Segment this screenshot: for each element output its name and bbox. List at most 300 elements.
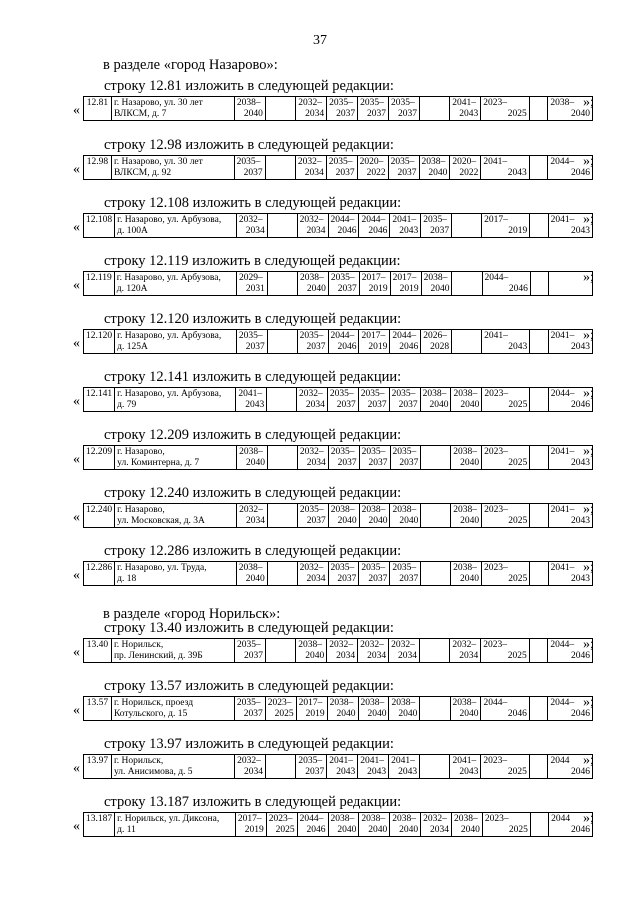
year-start: 2035– [238,331,263,341]
year-start: 2038– [238,563,263,573]
year-end: 2034 [244,766,264,777]
year-end: 2040 [368,824,388,835]
address-line: г. Норильск, ул. Диксона, [117,814,220,824]
year-start: 2044– [550,698,575,708]
year-range-cell [390,504,421,528]
year-end: 2043 [508,341,528,352]
year-start: 2038– [453,563,477,573]
year-end: 2034 [306,457,326,468]
close-quote: »; [583,270,594,285]
year-range-cell [236,214,267,238]
year-range-cell [389,97,420,121]
year-start: 2035– [392,563,417,573]
year-end: 2040 [337,824,357,835]
year-start: 2035– [391,98,415,108]
year-start: 2038– [330,505,355,515]
year-start: 2044– [550,389,575,399]
year-range-cell [482,562,530,586]
close-quote: »; [583,95,594,110]
year-range-cell [451,388,482,412]
year-range-cell [530,214,548,238]
year-end: 2037 [243,167,263,178]
year-start: 2035– [237,640,261,650]
year-range-cell [235,813,266,837]
address-cell [111,697,234,721]
year-range-cell [390,446,421,470]
year-range-cell [265,156,295,180]
address-cell [115,330,237,354]
year-end: 2025 [507,766,527,777]
year-start: 2041– [550,447,575,457]
amendment-heading: строку 12.120 изложить в следующей редакции: [104,311,402,327]
year-range-cell [358,97,389,121]
year-end: 2037 [367,108,386,119]
year-start: 2035– [236,157,261,167]
amendment-heading: строку 12.209 изложить в следующей редакции: [104,427,402,443]
amendment-heading: строку 13.97 изложить в следующей редакции: [104,736,394,752]
open-quote: « [73,162,80,177]
year-start: 2035– [392,447,417,457]
year-end: 2046 [571,167,590,178]
year-start: 2038– [239,447,263,457]
year-start: 2044 [550,756,570,766]
year-range-cell [450,156,481,180]
year-start: 2038– [453,447,477,457]
year-range-cell [530,330,548,354]
row-number-cell [84,446,115,470]
open-quote: « [73,336,80,351]
year-range-cell [530,446,548,470]
row-table [83,271,593,296]
year-range-cell [389,388,420,412]
year-end: 2040 [460,457,480,468]
amendment-heading: строку 12.81 изложить в следующей редакции: [104,78,394,94]
year-end: 2040 [430,283,450,294]
year-start: 2038– [452,698,477,708]
year-end: 2040 [571,108,590,119]
row-number: 12.286 [86,563,113,573]
year-range-cell [297,562,328,586]
amendment-heading: строку 13.57 изложить в следующей редакции: [104,678,394,694]
year-range-cell [327,388,358,412]
year-start: 2017– [237,814,262,824]
year-end: 2037 [430,225,450,236]
row-number-cell [84,755,112,779]
year-end: 2040 [305,650,325,661]
address-cell [111,97,234,121]
year-start: 2041– [452,98,477,108]
year-start: 2038– [299,273,324,283]
row-number-cell [84,813,115,837]
address-line: ВЛКСМ, д. 92 [113,167,172,178]
year-start: 2044– [299,814,324,824]
year-start: 2023– [483,756,508,766]
year-end: 2037 [368,573,388,584]
year-range-cell [452,272,482,296]
year-start: 2038– [329,698,354,708]
address-line: г. Назарово, [117,447,165,457]
year-end: 2046 [571,399,590,410]
year-end: 2040 [460,515,480,526]
year-end: 2040 [367,708,387,719]
year-range-cell [420,697,450,721]
year-start: 2041– [550,563,575,573]
year-start: 2038– [423,273,448,283]
year-start: 2032– [299,563,324,573]
year-range-cell [328,272,359,296]
year-range-cell [389,639,420,663]
year-range-cell [328,446,359,470]
year-end: 2019 [244,824,264,835]
address-line: г. Назарово, ул. 30 лет [113,157,203,167]
year-end: 2046 [571,766,590,777]
amendment-heading: строку 13.187 изложить в следующей редакции: [104,794,402,810]
year-end: 2043 [245,399,265,410]
address-line: пр. Ленинский, д. 39Б [113,650,203,661]
address-line: д. 18 [117,573,137,584]
year-range-cell [327,755,358,779]
row-number: 12.209 [86,447,113,457]
year-end: 2043 [571,457,590,468]
year-end: 2037 [368,457,388,468]
year-start: 2035– [236,698,261,708]
year-start: 2035– [328,157,353,167]
address-line: г. Назарово, ул. Арбузова, [117,215,222,225]
year-range-cell [267,214,297,238]
year-range-cell [530,504,548,528]
row-number: 13.57 [86,698,109,708]
section-heading-norilsk: в разделе «город Норильск»: [103,606,281,622]
open-quote: « [73,510,80,525]
year-end: 2040 [460,824,480,835]
row-number-cell [84,156,112,180]
year-range-cell [327,639,358,663]
amendment-heading: строку 12.141 изложить в следующей редакции: [104,369,402,385]
year-range-cell [389,755,420,779]
year-start: 2017– [484,215,508,225]
address-line: д. 125А [117,341,148,352]
amendment-heading: строку 12.240 изложить в следующей редакции: [104,485,402,501]
year-end: 2046 [507,708,527,719]
open-quote: « [73,452,80,467]
year-start: 2038– [392,505,417,515]
year-end: 2034 [306,225,326,236]
year-range-cell [390,562,421,586]
year-end: 2043 [571,341,590,352]
year-start: 2041– [550,505,575,515]
close-quote: »; [583,386,594,401]
year-range-cell [267,504,297,528]
year-start: 2044– [550,640,575,650]
year-end: 2043 [398,766,418,777]
year-end: 2037 [337,283,357,294]
row-table [83,561,593,586]
year-range-cell [237,446,268,470]
year-start: 2023– [484,505,508,515]
year-range-cell [359,330,390,354]
year-range-cell [530,272,549,296]
row-table [83,696,593,721]
year-start: 2044– [484,273,509,283]
year-end: 2043 [459,766,479,777]
year-start: 2038– [330,814,355,824]
year-range-cell [236,330,267,354]
year-range-cell [234,156,265,180]
open-quote: « [73,645,80,660]
year-end: 2019 [368,283,388,294]
year-end: 2040 [460,573,480,584]
year-end: 2040 [428,167,448,178]
year-start: 2017– [361,331,386,341]
year-start: 2023– [483,98,507,108]
year-end: 2043 [459,108,479,119]
year-start: 2041– [484,331,508,341]
year-range-cell [297,446,328,470]
year-range-cell [529,697,548,721]
row-number: 13.97 [86,756,109,766]
year-start: 2032– [297,157,322,167]
year-end: 2037 [335,167,355,178]
year-end: 2034 [305,108,325,119]
row-table [83,387,593,412]
row-number-cell [84,504,115,528]
address-cell [114,272,236,296]
close-quote: »; [583,502,594,517]
year-end: 2034 [304,167,324,178]
year-start: 2035– [299,505,324,515]
year-end: 2034 [398,650,418,661]
year-range-cell [390,214,421,238]
year-end: 2025 [508,399,528,410]
address-line: ул. Коминтерна, д. 7 [117,457,200,468]
year-range-cell [421,330,452,354]
year-range-cell [358,639,389,663]
year-start: 2032– [299,447,324,457]
year-start: 2041– [392,215,417,225]
row-number: 12.119 [86,273,112,283]
year-end: 2043 [507,167,527,178]
year-range-cell [327,97,358,121]
year-range-cell [452,330,482,354]
address-cell [115,214,237,238]
year-end: 2034 [306,573,326,584]
year-end: 2034 [459,650,479,661]
row-number-cell [84,639,112,663]
open-quote: « [73,220,80,235]
year-start: 2038– [298,640,323,650]
year-start: 2029– [238,273,263,283]
year-range-cell [236,272,267,296]
year-range-cell [237,504,268,528]
address-line: д. 11 [117,824,136,835]
row-number: 12.141 [86,389,113,399]
year-start: 2035– [330,273,355,283]
year-end: 2040 [399,515,419,526]
year-range-cell [529,639,548,663]
year-end: 2034 [305,399,325,410]
year-range-cell [235,755,266,779]
year-range-cell [419,97,449,121]
year-start: 2041– [550,215,575,225]
close-quote: »; [583,637,594,652]
year-range-cell [297,330,328,354]
year-range-cell [234,697,265,721]
year-start: 2032– [360,640,384,650]
year-start: 2038– [453,505,477,515]
year-range-cell [328,330,359,354]
year-end: 2046 [337,341,357,352]
year-start: 2044– [550,157,575,167]
address-line: ул. Московская, д. 3А [117,515,205,526]
address-cell [115,813,236,837]
year-end: 2037 [305,766,325,777]
year-range-cell [359,813,390,837]
year-range-cell [529,97,548,121]
year-range-cell [357,156,388,180]
year-start: 2035– [329,98,353,108]
year-start: 2035– [329,389,354,399]
year-range-cell [266,813,297,837]
year-range-cell [359,214,390,238]
year-end: 2031 [245,283,265,294]
year-end: 2040 [398,708,418,719]
amendment-heading: строку 13.40 изложить в следующей редакции: [104,620,394,636]
year-range-cell [295,156,326,180]
amendment-heading: строку 12.286 изложить в следующей редакции: [104,543,402,559]
year-range-cell [450,97,481,121]
year-start: 2044– [483,698,508,708]
year-end: 2046 [508,283,528,294]
year-end: 2040 [429,399,449,410]
year-start: 2044 [551,814,571,824]
year-start: 2032– [391,640,415,650]
year-range-cell [359,504,390,528]
close-quote: »; [583,811,594,826]
year-end: 2025 [508,824,528,835]
row-table [83,213,593,238]
year-end: 2040 [399,824,419,835]
year-range-cell [482,446,530,470]
year-start: 2032– [299,215,324,225]
address-line: г. Норильск, [113,756,164,766]
year-range-cell [267,446,297,470]
row-number: 12.240 [86,505,113,515]
year-range-cell [482,272,530,296]
address-line: д. 79 [117,399,137,410]
year-end: 2019 [368,341,388,352]
year-start: 2038– [360,698,385,708]
year-range-cell [358,755,389,779]
year-range-cell [530,813,548,837]
year-range-cell [389,697,420,721]
open-quote: « [73,278,80,293]
year-end: 2037 [336,108,356,119]
address-line: г. Назарово, ул. Арбузова, [117,331,222,341]
address-cell [115,388,236,412]
year-range-cell [297,504,328,528]
year-end: 2040 [368,515,388,526]
year-end: 2037 [336,399,356,410]
year-end: 2040 [306,283,326,294]
year-start: 2023– [484,389,509,399]
year-start: 2017– [298,698,323,708]
year-end: 2046 [337,225,357,236]
year-end: 2037 [399,573,419,584]
year-start: 2023– [268,814,293,824]
year-start: 2038– [550,98,575,108]
year-start: 2044– [361,215,386,225]
year-end: 2043 [571,225,590,236]
year-range-cell [236,388,267,412]
year-start: 2026– [423,331,447,341]
year-end: 2043 [571,515,590,526]
year-start: 2041– [550,331,575,341]
year-end: 2025 [507,108,527,119]
year-end: 2034 [430,824,450,835]
address-line: г. Назарово, ул. Труда, [117,563,207,573]
year-range-cell [451,504,482,528]
address-cell [115,562,237,586]
year-end: 2037 [398,399,418,410]
year-range-cell [265,639,295,663]
year-end: 2046 [571,824,590,835]
year-range-cell [267,388,297,412]
year-start: 2020– [452,157,477,167]
open-quote: « [73,394,80,409]
year-end: 2037 [243,650,263,661]
amendment-heading: строку 12.98 изложить в следующей редакции: [104,137,394,153]
year-range-cell [265,697,296,721]
address-cell [111,639,234,663]
year-range-cell [451,562,482,586]
year-end: 2037 [397,167,417,178]
year-start: 2023– [484,814,509,824]
row-number: 12.81 [86,98,109,108]
year-range-cell [529,156,548,180]
year-range-cell [297,388,328,412]
row-number-cell [84,214,115,238]
year-end: 2025 [508,515,528,526]
year-start: 2023– [484,563,508,573]
year-end: 2043 [399,225,419,236]
year-range-cell [297,272,328,296]
row-table [83,155,593,180]
year-start: 2035– [391,389,416,399]
open-quote: « [73,568,80,583]
year-start: 2032– [452,640,477,650]
address-cell [115,446,237,470]
year-start: 2038– [391,698,416,708]
year-range-cell [265,97,295,121]
year-range-cell [481,755,529,779]
address-line: Котульского, д. 15 [113,708,188,719]
year-end: 2046 [368,225,388,236]
year-range-cell [390,330,421,354]
close-quote: »; [583,753,594,768]
close-quote: »; [583,560,594,575]
address-line: г. Норильск, [113,640,164,650]
year-range-cell [358,388,389,412]
year-start: 2017– [361,273,386,283]
year-end: 2037 [306,341,326,352]
year-range-cell [359,446,390,470]
year-end: 2046 [399,341,419,352]
year-end: 2037 [397,108,417,119]
year-end: 2040 [245,573,265,584]
open-quote: « [73,819,80,834]
address-line: г. Назарово, [117,505,165,515]
row-table [83,445,593,470]
